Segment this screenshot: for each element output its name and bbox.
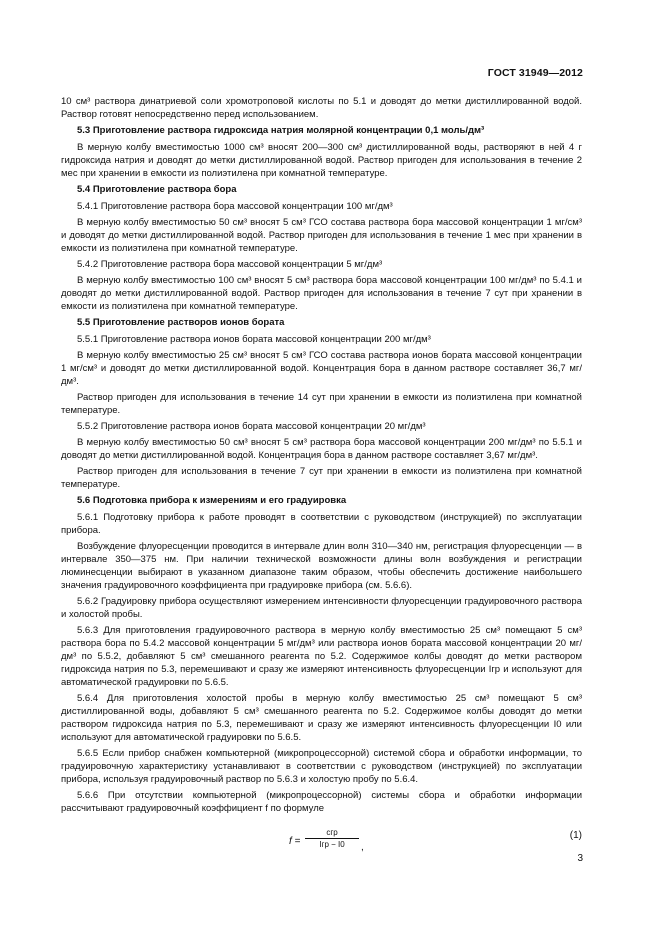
section-5-5-2-storage: Раствор пригоден для использования в течение 7 сут при хранении в емкости из полиэтилена при комнатной температуре. bbox=[61, 466, 582, 490]
formula-numerator: cгр bbox=[326, 828, 338, 837]
page-number: 3 bbox=[577, 853, 583, 864]
equation-number: (1) bbox=[569, 830, 582, 841]
document-header: ГОСТ 31949—2012 bbox=[487, 67, 583, 79]
section-5-6-4-paragraph: 5.6.4 Для приготовления холостой пробы в мерную колбу вместимостью 25 см³ помещают 5 см³ дистиллированной воды, добавляют 5 см³ смешанного реагента по 5.2. Содержимое колбы доводят до метки раствором гидроксида натрия по 5.3, перемешивают и сразу же измеряют интенсивность флуоресценции I0 или используют для автоматической градуировки по 5.6.5. bbox=[61, 693, 582, 743]
intro-paragraph: 10 см³ раствора динатриевой соли хромотроповой кислоты по 5.1 и доводят до метки дистиллированной водой. Раствор готовят непосредственно перед использованием. bbox=[61, 96, 582, 120]
section-5-6-5-paragraph: 5.6.5 Если прибор снабжен компьютерной (микропроцессорной) системой сбора и обработки информации, то градуировочную характеристику устанавливают в соответствии с руководством (инструкцией) по эксплуатации прибора, используя градуировочный раствор по 5.6.3 и холостую пробу по 5.6.4. bbox=[61, 748, 582, 785]
formula-tail: , bbox=[361, 842, 364, 853]
formula-denominator: Iгр − I0 bbox=[319, 840, 345, 849]
section-5-3-title: 5.3 Приготовление раствора гидроксида натрия молярной концентрации 0,1 моль/дм³ bbox=[77, 125, 485, 136]
section-5-5-1-paragraph: В мерную колбу вместимостью 25 см³ вносят 5 см³ ГСО состава раствора ионов бората массовой концентрации 1 мг/см³ и доводят до метки дистиллированной водой. Концентрация бора в данном растворе составляет 36,7 мг/дм³. bbox=[61, 350, 582, 387]
section-5-6-3-paragraph: 5.6.3 Для приготовления градуировочного раствора в мерную колбу вместимостью 25 см³ помещают 5 см³ раствора бора по 5.4.2 массовой концентрации 5 мг/дм³ или раствора ионов бората массовой концентрации 20 мг/дм³ по 5.5.2, добавляют 5 см³ смешанного реагента по 5.2. Содержимое колбы доводят до метки раствором гидроксида натрия по 5.3, перемешивают и сразу же измеряют интенсивность флуоресценции Iгр и используют для автоматической градуировки по 5.6.5. bbox=[61, 625, 582, 688]
fraction-bar bbox=[305, 838, 359, 839]
section-5-5-2-heading: 5.5.2 Приготовление раствора ионов бората массовой концентрации 20 мг/дм³ bbox=[77, 421, 426, 432]
section-5-5-2-paragraph: В мерную колбу вместимостью 50 см³ вносят 5 см³ раствора бора массовой концентрации 200 мг/дм³ по 5.5.1 и доводят до метки дистиллированной водой. Концентрация бора в данном растворе составляет 3,67 мг/дм³. bbox=[61, 437, 582, 461]
section-5-6-title: 5.6 Подготовка прибора к измерениям и его градуировка bbox=[77, 495, 347, 506]
document-body bbox=[61, 95, 582, 818]
section-5-4-1-paragraph: В мерную колбу вместимостью 50 см³ вносят 5 см³ ГСО состава раствора бора массовой концентрации 1 мг/см³ и доводят до метки дистиллированной водой. Раствор пригоден для использования в течение 1 мес при хранении в емкости из полиэтилена при комнатной температуре. bbox=[61, 217, 582, 254]
section-5-4-1-heading: 5.4.1 Приготовление раствора бора массовой концентрации 100 мг/дм³ bbox=[77, 201, 393, 212]
formula-fraction bbox=[305, 828, 359, 849]
section-5-4-title: 5.4 Приготовление раствора бора bbox=[77, 184, 237, 195]
formula-lhs: f = bbox=[289, 836, 301, 847]
section-5-6-1-excitation: Возбуждение флуоресценции проводится в интервале длин волн 310—340 нм, регистрация флуоресценции — в интервале 350—375 нм. При наличии технической возможности длины волн возбуждения и регистрации люминесценции выбирают в указанном диапазоне таким образом, чтобы обеспечить достижение наибольшего значения градуировочного коэффициента при градуировке прибора (см. 5.6.6). bbox=[61, 541, 582, 591]
section-5-5-title: 5.5 Приготовление растворов ионов бората bbox=[77, 317, 285, 328]
section-5-5-1-storage: Раствор пригоден для использования в течение 14 сут при хранении в емкости из полиэтилена при комнатной температуре. bbox=[61, 392, 582, 416]
section-5-4-2-paragraph: В мерную колбу вместимостью 100 см³ вносят 5 см³ раствора бора массовой концентрации 100 мг/дм³ по 5.4.1 и доводят до метки дистиллированной водой. Раствор пригоден для использования в течение 7 сут при хранении в емкости из полиэтилена при комнатной температуре. bbox=[61, 275, 582, 312]
section-5-4-2-heading: 5.4.2 Приготовление раствора бора массовой концентрации 5 мг/дм³ bbox=[77, 259, 383, 270]
section-5-3-paragraph: В мерную колбу вместимостью 1000 см³ вносят 200—300 см³ дистиллированной воды, растворяют в ней 4 г гидроксида натрия и доводят до метки дистиллированной водой. Раствор пригоден для использования в течение 2 мес при хранении в емкости из полиэтилена при комнатной температуре. bbox=[61, 142, 582, 179]
section-5-6-6-paragraph: 5.6.6 При отсутствии компьютерной (микропроцессорной) системы сбора и обработки информации рассчитывают градуировочный коэффициент f по формуле bbox=[61, 790, 582, 814]
section-5-6-1-paragraph: 5.6.1 Подготовку прибора к работе проводят в соответствии с руководством (инструкцией) по эксплуатации прибора. bbox=[61, 512, 582, 536]
section-5-5-1-heading: 5.5.1 Приготовление раствора ионов бората массовой концентрации 200 мг/дм³ bbox=[77, 334, 431, 345]
formula-1 bbox=[289, 828, 364, 858]
section-5-6-2-paragraph: 5.6.2 Градуировку прибора осуществляют измерением интенсивности флуоресценции градуировочного раствора и холостой пробы. bbox=[61, 596, 582, 620]
